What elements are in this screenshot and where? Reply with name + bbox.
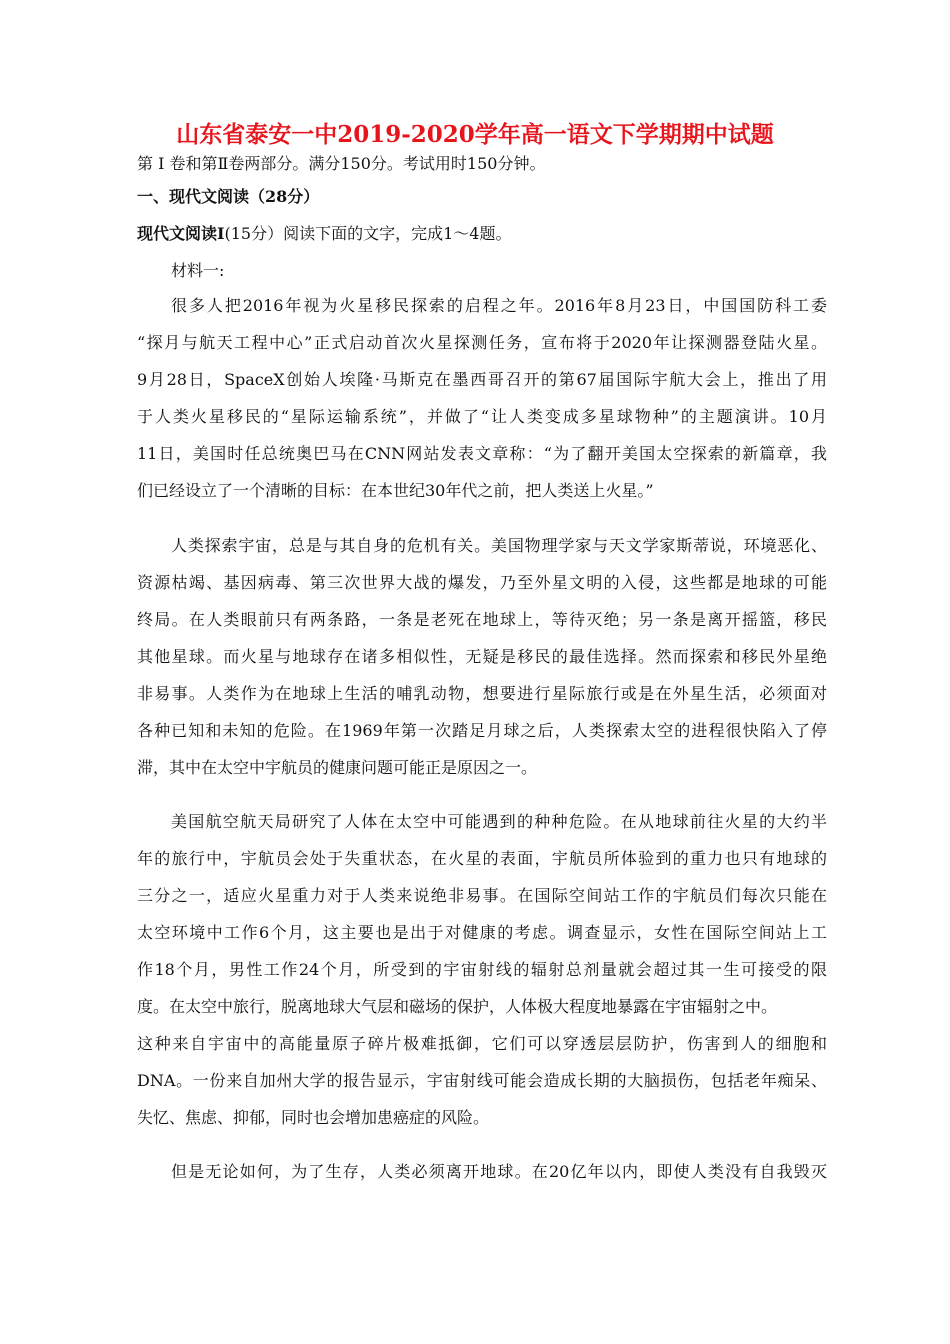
- material-label: 材料一:: [171, 261, 225, 280]
- text-line: 其他星球。而火星与地球存在诸多相似性，无疑是移民的最佳选择。然而探索和移民外星绝: [137, 647, 827, 666]
- exam-intro: 第 I 卷和第Ⅱ卷两部分。满分150分。考试用时150分钟。: [137, 154, 546, 173]
- text-line: 资源枯竭、基因病毒、第三次世界大战的爆发，乃至外星文明的入侵，这些都是地球的可能: [137, 573, 827, 592]
- text-line: 人类探索宇宙，总是与其自身的危机有关。美国物理学家与天文学家斯蒂说，环境恶化、: [171, 536, 827, 555]
- text-line: 作18个月，男性工作24个月，所受到的宇宙射线的辐射总剂量就会超过其一生可接受的限: [137, 960, 827, 979]
- text-line: 各种已知和未知的危险。在1969年第一次踏足月球之后，人类探索太空的进程很快陷入了停: [137, 721, 827, 740]
- text-line: 这种来自宇宙中的高能量原子碎片极难抵御，它们可以穿透层层防护，伤害到人的细胞和: [137, 1034, 827, 1053]
- section-heading: 一、现代文阅读（28分）: [137, 187, 320, 206]
- reading-heading-instructions: (15分）阅读下面的文字，完成1～4题。: [224, 224, 512, 243]
- text-line: DNA。一份来自加州大学的报告显示，宇宙射线可能会造成长期的大脑损伤，包括老年痴呆、: [137, 1071, 827, 1090]
- text-line: 终局。在人类眼前只有两条路，一条是老死在地球上，等待灭绝；另一条是离开摇篮，移民: [137, 610, 827, 629]
- reading-heading-label: 现代文阅读Ⅰ: [137, 224, 225, 243]
- text-line: 太空环境中工作6个月，这主要也是出于对健康的考虑。调查显示，女性在国际空间站上工: [137, 923, 827, 942]
- text-line: 美国航空航天局研究了人体在太空中可能遇到的种种危险。在从地球前往火星的大约半: [171, 812, 827, 831]
- text-line: 滞，其中在太空中宇航员的健康问题可能正是原因之一。: [137, 758, 538, 777]
- text-line: “探月与航天工程中心”正式启动首次火星探测任务，宣布将于2020年让探测器登陆火星。: [137, 333, 827, 352]
- text-line: 非易事。人类作为在地球上生活的哺乳动物，想要进行星际旅行或是在外星生活，必须面对: [137, 684, 827, 703]
- text-line: 很多人把2016年视为火星移民探索的启程之年。2016年8月23日，中国国防科工委: [171, 296, 827, 315]
- text-line: 三分之一，适应火星重力对于人类来说绝非易事。在国际空间站工作的宇航员们每次只能在: [137, 886, 827, 905]
- text-line: 但是无论如何，为了生存，人类必须离开地球。在20亿年以内，即使人类没有自我毁灭: [171, 1162, 827, 1181]
- text-line: 年的旅行中，宇航员会处于失重状态，在火星的表面，宇航员所体验到的重力也只有地球的: [137, 849, 827, 868]
- text-line: 于人类火星移民的“星际运输系统”，并做了“让人类变成多星球物种”的主题演讲。10月: [137, 407, 827, 426]
- text-line: 11日，美国时任总统奥巴马在CNN网站发表文章称：“为了翻开美国太空探索的新篇章，我: [137, 444, 827, 463]
- text-line: 9月28日，SpaceX创始人埃隆·马斯克在墨西哥召开的第67届国际宇航大会上，推出了用: [137, 370, 827, 389]
- text-line: 失忆、焦虑、抑郁，同时也会增加患癌症的风险。: [137, 1108, 490, 1127]
- reading-heading: [137, 223, 827, 245]
- document-title: 山东省泰安一中2019-2020学年高一语文下学期期中试题: [176, 121, 774, 148]
- text-line: 度。在太空中旅行，脱离地球大气层和磁场的保护，人体极大程度地暴露在宇宙辐射之中。: [137, 997, 778, 1016]
- text-line: 们已经设立了一个清晰的目标：在本世纪30年代之前，把人类送上火星。”: [137, 481, 654, 500]
